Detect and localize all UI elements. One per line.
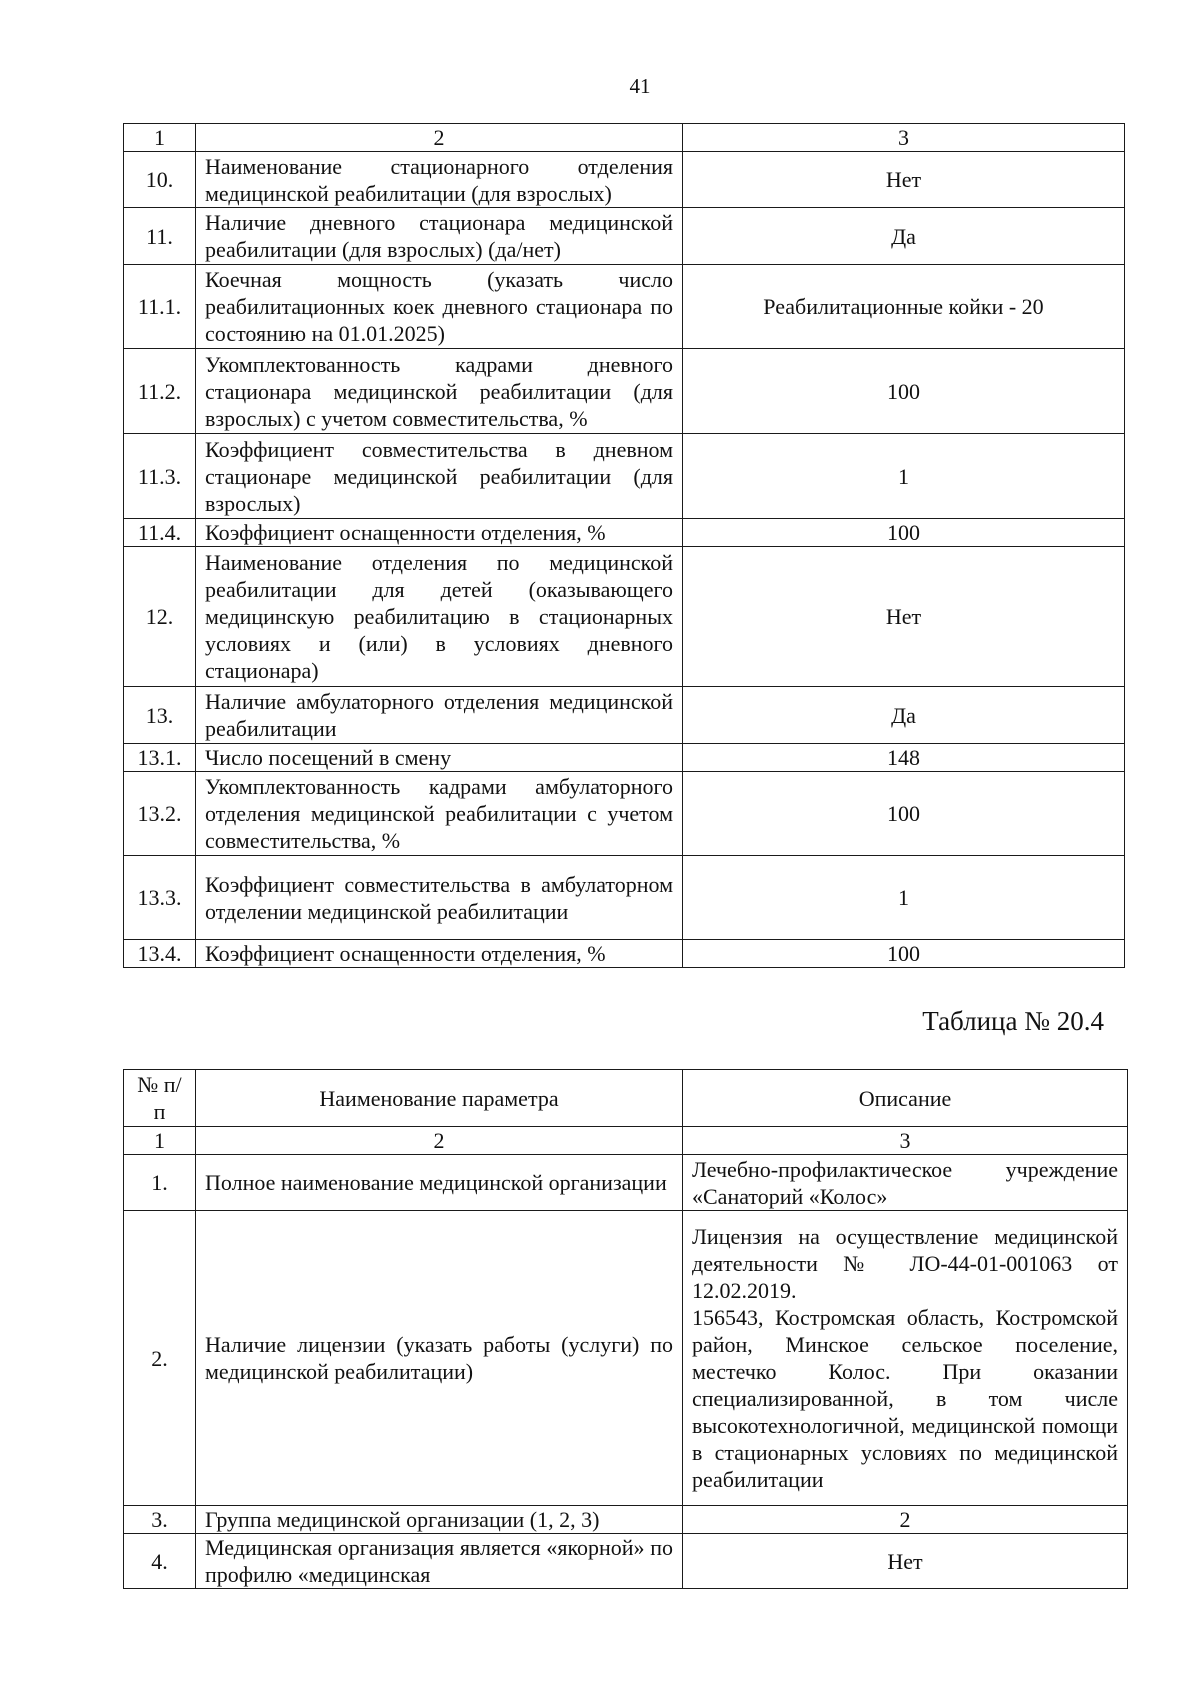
- table-row: [124, 772, 1125, 856]
- column-index-row: [124, 124, 1125, 152]
- table-row: [124, 687, 1125, 744]
- row-number: 11.1.: [124, 265, 196, 349]
- header-parameter-name: Наименование параметра: [196, 1070, 683, 1127]
- license-text: Лицензия на осуществление медицинской деятельности № ЛО-44-01-001063 от 12.02.2019.: [692, 1224, 1118, 1303]
- table-row: [124, 349, 1125, 434]
- row-number: 10.: [124, 152, 196, 208]
- page-number: 41: [629, 74, 651, 98]
- parameter-value: 100: [683, 519, 1125, 547]
- parameter-name: Укомплектованность кадрами амбулаторного отделения медицинской реабилитации с учетом совместительства, %: [196, 772, 683, 856]
- table-row: [124, 208, 1125, 265]
- parameter-description: Лечебно-профилактическое учреждение «Санаторий «Колос»: [683, 1155, 1128, 1211]
- parameter-name: Коэффициент совместительства в амбулаторном отделении медицинской реабилитации: [196, 856, 683, 940]
- table-caption: Таблица № 20.4: [922, 1006, 1104, 1036]
- table-row: [124, 856, 1125, 940]
- parameters-table-continued: [123, 123, 1125, 968]
- parameter-name: Наличие лицензии (указать работы (услуги) по медицинской реабилитации): [196, 1211, 683, 1506]
- table-row: [124, 519, 1125, 547]
- row-number: 1.: [124, 1155, 196, 1211]
- table-row: [124, 1506, 1128, 1534]
- parameter-value: 100: [683, 349, 1125, 434]
- header-number: № п/п: [124, 1070, 196, 1127]
- parameter-name: Наличие амбулаторного отделения медицинской реабилитации: [196, 687, 683, 744]
- parameter-name: Укомплектованность кадрами дневного стационара медицинской реабилитации (для взрослых) с учетом совместительства, %: [196, 349, 683, 434]
- table-row: [124, 1155, 1128, 1211]
- row-number: 13.2.: [124, 772, 196, 856]
- row-number: 4.: [124, 1534, 196, 1589]
- parameter-name: Коечная мощность (указать число реабилитационных коек дневного стационара по состоянию на 01.01.2025): [196, 265, 683, 349]
- row-number: 11.4.: [124, 519, 196, 547]
- row-number: 13.4.: [124, 940, 196, 968]
- parameter-value: Да: [683, 687, 1125, 744]
- row-number: 13.1.: [124, 744, 196, 772]
- parameter-value: Да: [683, 208, 1125, 265]
- table-row: [124, 1534, 1128, 1589]
- header-description: Описание: [683, 1070, 1128, 1127]
- row-number: 11.3.: [124, 434, 196, 519]
- column-index-cell: 3: [683, 124, 1125, 152]
- row-number: 12.: [124, 547, 196, 687]
- table-row: [124, 940, 1125, 968]
- parameter-name: Наличие дневного стационара медицинской реабилитации (для взрослых) (да/нет): [196, 208, 683, 265]
- row-number: 2.: [124, 1211, 196, 1506]
- table-row: [124, 1211, 1128, 1506]
- table-row: [124, 434, 1125, 519]
- row-number: 3.: [124, 1506, 196, 1534]
- row-number: 11.: [124, 208, 196, 265]
- column-index-row: [124, 1127, 1128, 1155]
- parameter-name: Наименование отделения по медицинской реабилитации для детей (оказывающего медицинскую реабилитацию в стационарных условиях и (или) в условиях дневного стационара): [196, 547, 683, 687]
- parameter-description: 2: [683, 1506, 1128, 1534]
- parameter-name: Медицинская организация является «якорной» по профилю «медицинская: [196, 1534, 683, 1589]
- column-index-cell: 2: [196, 124, 683, 152]
- header-row: [124, 1070, 1128, 1127]
- parameter-value: 1: [683, 856, 1125, 940]
- parameter-name: Наименование стационарного отделения медицинской реабилитации (для взрослых): [196, 152, 683, 208]
- parameter-value: 1: [683, 434, 1125, 519]
- table-row: [124, 547, 1125, 687]
- parameter-value: Нет: [683, 152, 1125, 208]
- row-number: 13.3.: [124, 856, 196, 940]
- parameter-name: Группа медицинской организации (1, 2, 3): [196, 1506, 683, 1534]
- column-index-cell: 3: [683, 1127, 1128, 1155]
- parameter-description: Нет: [683, 1534, 1128, 1589]
- parameter-name: Коэффициент оснащенности отделения, %: [196, 940, 683, 968]
- parameter-value: Реабилитационные койки - 20: [683, 265, 1125, 349]
- table-row: [124, 152, 1125, 208]
- organization-table: [123, 1069, 1128, 1589]
- parameter-name: Коэффициент оснащенности отделения, %: [196, 519, 683, 547]
- table-row: [124, 265, 1125, 349]
- row-number: 13.: [124, 687, 196, 744]
- license-address-text: 156543, Костромская область, Костромской район, Минское сельское поселение, местечко Колос. При оказании специализированной, в том числе высокотехнологичной, медицинской помощи в стационарных условиях по медицинской реабилитации: [692, 1305, 1118, 1492]
- column-index-cell: 1: [124, 124, 196, 152]
- parameter-name: Число посещений в смену: [196, 744, 683, 772]
- parameter-name: Коэффициент совместительства в дневном стационаре медицинской реабилитации (для взрослых): [196, 434, 683, 519]
- parameter-value: 100: [683, 940, 1125, 968]
- column-index-cell: 1: [124, 1127, 196, 1155]
- parameter-value: 100: [683, 772, 1125, 856]
- parameter-value: Нет: [683, 547, 1125, 687]
- table-row: [124, 744, 1125, 772]
- column-index-cell: 2: [196, 1127, 683, 1155]
- parameter-name: Полное наименование медицинской организации: [196, 1155, 683, 1211]
- row-number: 11.2.: [124, 349, 196, 434]
- parameter-value: 148: [683, 744, 1125, 772]
- parameter-description: [683, 1211, 1128, 1506]
